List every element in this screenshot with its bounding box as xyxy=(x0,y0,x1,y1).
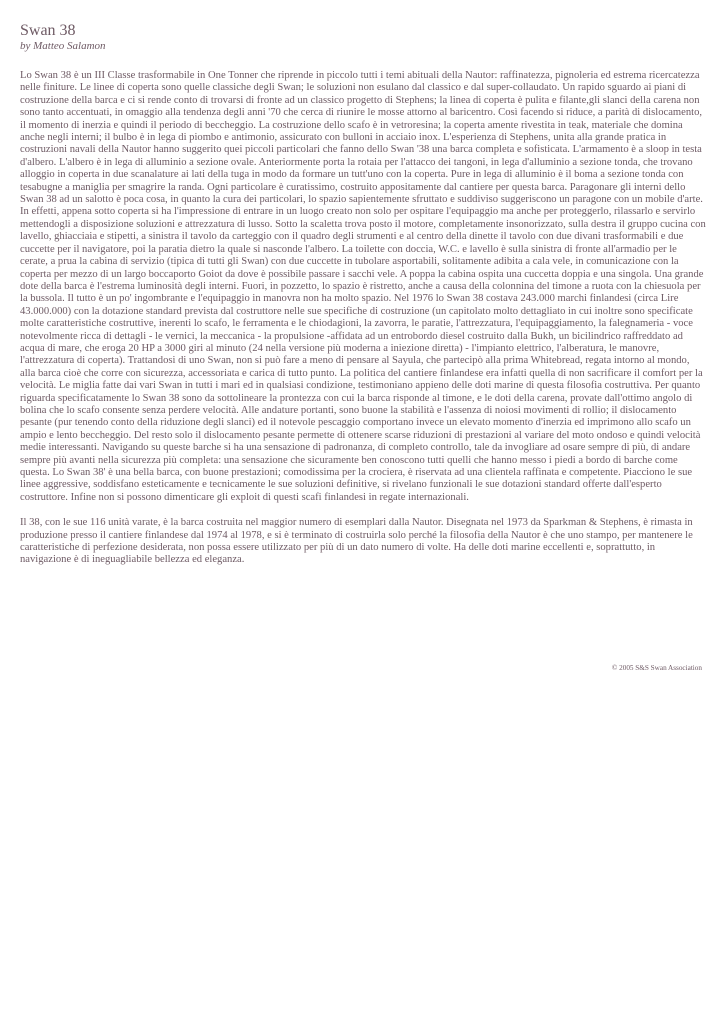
copyright-notice: © 2005 S&S Swan Association xyxy=(611,664,702,672)
page-title: Swan 38 xyxy=(20,22,76,39)
article xyxy=(20,22,706,580)
author-byline: by Matteo Salamon xyxy=(20,40,106,52)
body-paragraph-1: Lo Swan 38 è un III Classe trasformabile in One Tonner che riprende in piccolo tutti i temi abituali della Nautor: raffinatezza, pignoleria ed estrema ricercatezza nelle finiture. Le linee di coperta sono quelle classiche degli Swan; le soluzioni non esulano dal classico e dal super-collaudato. Un rapido sguardo ai piani di costruzione della barca e ci si rende conto di trovarsi di fronte ad un classico progetto di Stephens; la linea di coperta è pulita e filante,gli slanci della carena non sono tanto accentuati, in omaggio alla tendenza degli anni '70 che cerca di riunire le mosse attorno al baricentro. Così facendo si riduce, a parità di dislocamento, il momento di inerzia e quindi il periodo di beccheggio. La costruzione dello scafo è in vetroresina; la coperta amente rivestita in teak, materiale che domina anche negli interni; il bulbo è in lega di piombo e antimonio, assicurato con bulloni in acciaio inox. L'esperienza di Stephens, unita alla grande pratica in costruzioni navali della Nautor hanno suggerito quei piccoli particolari che fanno dello Swan '38 una barca completa e sofisticata. L'armamento è a sloop in testa d'albero. L'albero è in lega di alluminio a sezione ovale. Anteriormente porta la rotaia per l'attacco dei tangoni, in lega d'alluminio a sezione tonda, che trovano alloggio in coperta in due scanalature ai lati della tuga in modo da formare un tutt'uno con la coperta. Pure in lega di alluminio è il boma a sezione tonda con tesabugne a maniglia per smagrire la randa. Ogni particolare è curatissimo, costruito appositamente dal cantiere per questa barca. Paragonare gli interni dello Swan 38 ad un salotto è poca cosa, in quanto la cura dei particolari, lo spazio sapientemente sfruttato e suddiviso suggeriscono un paragone con un mobile d'arte. In effetti, appena sotto coperta si ha l'impressione di entrare in un luogo creato non solo per ospitare l'equipaggio ma anche per proteggerlo, rilassarlo e servirlo mettendogli a disposizione soluzioni e attrezzatura di lusso. Sotto la scaletta trova posto il motore, completamente insonorizzato, sulla destra il gruppo cucina con lavello, ghiacciaia e stipetti, a sinistra il tavolo da carteggio con il quadro degli strumenti e al centro della dinette il tavolo con due divani trasformabili e due cuccette per il navigatore, poi la paratia dietro la quale si nasconde l'albero. La toilette con doccia, W.C. e lavello è sulla sinistra di fronte all'armadio per le cerate, a prua la cabina di servizio (tipica di tutti gli Swan) con due cuccette in tubolare asportabili, solitamente adibita a cala vele, in comunicazione con la coperta per mezzo di un largo boccaporto Goiot da dove è possibile passare i sacchi vele. A poppa la cabina ospita una cuccetta doppia e una singola. Una grande dote della barca è l'estrema luminosità degli interni. Fuori, in pozzetto, lo spazio è ristretto, anche a causa della colonnina del timone a ruota con la chiesuola per la bussola. Il tutto è un po' ingombrante e l'equipaggio in manovra non ha molto spazio. Nel 1976 lo Swan 38 costava 243.000 marchi finlandesi (circa Lire 43.000.000) con la dotazione standard prevista dal costruttore nelle sue specifiche di costruzione (un capitolato molto dettagliato in cui inoltre sono specificate molte caratteristiche costruttive, inerenti lo scafo, le ferramenta e le chiodagioni, la zavorra, le paratie, l'attrezzatura, l'equipaggiamento, la falegnameria - voce notevolmente ricca di dettagli - le vernici, la meccanica - la propulsione -affidata ad un entrobordo diesel costruito dalla Bukh, un bicilindrico raffreddato ad acqua di mare, che eroga 20 HP a 3000 giri al minuto (24 nella versione più moderna a iniezione diretta) - l'impianto elettrico, l'alberatura, le manovre, l'attrezzatura di coperta). Trattandosi di uno Swan, non si può fare a meno di pensare al Sayula, che partecipò alla prima Whitebread, regata intorno al mondo, alla barca cioè che corre con sicurezza, accessoriata e carica di tutto punto. La politica del cantiere finlandese era infatti quella di non sacrificare il comfort per la velocità. Le miglia fatte dai vari Swan in tutti i mari ed in qualsiasi condizione, testimoniano appieno delle doti marine di questa filosofia costruttiva. Per quanto riguarda specificatamente lo Swan 38 sono da sottolineare la prontezza con cui la barca risponde al timone, e le doti della carena, provate dall'ottimo angolo di bolina che lo scafo consente senza perdere velocità. Alle andature portanti, sono buone la stabilità e l'assenza di noiosi movimenti di rollio; il dislocamento pesante (pur tenendo conto della riduzione degli slanci) ed il notevole pescaggio comportano invece un elevato momento d'inerzia ed imprimono allo scafo un ampio e lento beccheggio. Del resto solo il dislocamento pesante permette di ottenere scarse riduzioni di prestazioni al variare del moto ondoso e quindi velocità medie interessanti. Navigando su queste barche si ha una sensazione di padronanza, di completo controllo, tale da invogliare ad osare sempre di più, di andare sempre più avanti nella sicurezza più completa: una sensazione che sicuramente ben conoscono tutti quelli che hanno messo i piedi a bordo di barche come questa. Lo Swan 38' è una bella barca, con buone prestazioni; comodissima per la crociera, è riservata ad una clientela raffinata e competente. Piacciono le sue linee aggressive, soddisfano esteticamente e tecnicamente le sue soluzioni definitive, si rivelano funzionali le sue dotazioni standard offerte dall'esperto costruttore. Infine non si possono dimenticare gli exploit di questi scafi finlandesi in regate internazionali. xyxy=(20,70,706,503)
body-paragraph-2: Il 38, con le sue 116 unità varate, è la barca costruita nel maggior numero di esemplari dalla Nautor. Disegnata nel 1973 da Sparkman & Stephens, è rimasta in produzione presso il cantiere finlandese dal 1974 al 1978, e si è terminato di costruirla solo perché la filosofia della Nautor è che uno stampo, per mantenere le caratteristiche di perfezione desiderata, non possa essere utilizzato per più di un dato numero di volte. Ha delle doti marine eccellenti e, soprattutto, in navigazione è di ineguagliabile bellezza ed eleganza. xyxy=(20,517,693,566)
